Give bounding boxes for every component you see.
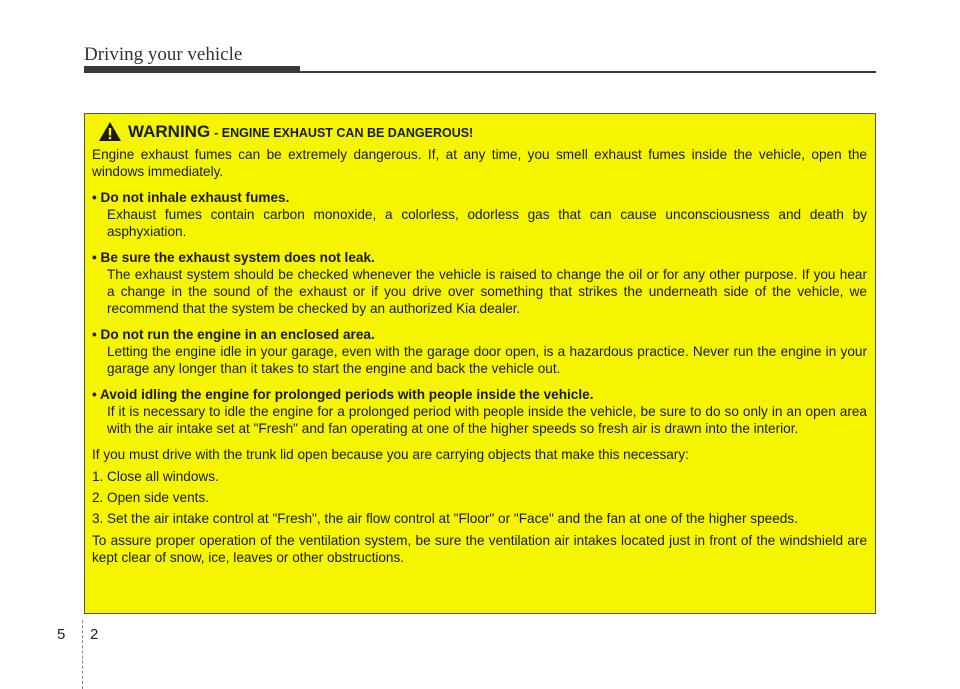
- warning-triangle-icon: [98, 121, 122, 142]
- warning-header: [92, 121, 867, 142]
- bullet-body: Exhaust fumes contain carbon monoxide, a colorless, odorless gas that can cause unconsciousness and death by asphyxiation.: [107, 207, 867, 239]
- step-item: [92, 489, 867, 506]
- step-item: [92, 510, 867, 527]
- warning-intro: Engine exhaust fumes can be extremely dangerous. If, at any time, you smell exhaust fumes inside the vehicle, open the windows immediately.: [92, 147, 867, 179]
- page-divider: [82, 620, 83, 689]
- step-number: 3.: [92, 511, 104, 526]
- bullet-heading: • Avoid idling the engine for prolonged periods with people inside the vehicle.: [92, 387, 594, 402]
- step-text: Open side vents.: [107, 490, 210, 505]
- bullet-body: Letting the engine idle in your garage, even with the garage door open, is a hazardous practice. Never run the engine in your garage any longer than it takes to start the engine and back the vehicle out.: [107, 344, 867, 376]
- step-text: Close all windows.: [107, 469, 219, 484]
- step-number: 2.: [92, 490, 104, 505]
- closing-note: To assure proper operation of the ventilation system, be sure the ventilation air intakes located just in front of the windshield are kept clear of snow, ice, leaves or other obstructions.: [92, 533, 867, 565]
- bullet-heading: • Be sure the exhaust system does not leak.: [92, 250, 375, 265]
- step-text: Set the air intake control at "Fresh", the air flow control at "Floor" or "Face" and the fan at one of the higher speeds.: [107, 511, 798, 526]
- bullet-heading: • Do not inhale exhaust fumes.: [92, 190, 290, 205]
- bullet-body: If it is necessary to idle the engine for a prolonged period with people inside the vehicle, be sure to do so only in an open area with the air intake set at "Fresh" and fan operating at one of the higher speeds so fresh air is drawn into the interior.: [107, 404, 867, 436]
- bullet-body: The exhaust system should be checked whenever the vehicle is raised to change the oil or for any other purpose. If you hear a change in the sound of the exhaust or if you drive over something that strikes the underneath side of the vehicle, we recommend that the system be checked by an authorized Kia dealer.: [107, 267, 867, 316]
- step-item: [92, 468, 867, 485]
- trunk-note: If you must drive with the trunk lid open because you are carrying objects that make this necessary:: [92, 447, 689, 462]
- section-title: Driving your vehicle: [84, 44, 243, 65]
- step-number: 1.: [92, 469, 104, 484]
- warning-box: [84, 113, 876, 614]
- chapter-number: 5: [57, 626, 66, 643]
- page-number: 2: [90, 626, 99, 643]
- header-rule-thin: [300, 71, 876, 73]
- warning-title: WARNING: [128, 122, 211, 141]
- bullet-heading: • Do not run the engine in an enclosed area.: [92, 327, 375, 342]
- steps-list: [92, 468, 867, 527]
- warning-subtitle: - ENGINE EXHAUST CAN BE DANGEROUS!: [214, 126, 474, 140]
- header-rule-thick: [84, 66, 300, 73]
